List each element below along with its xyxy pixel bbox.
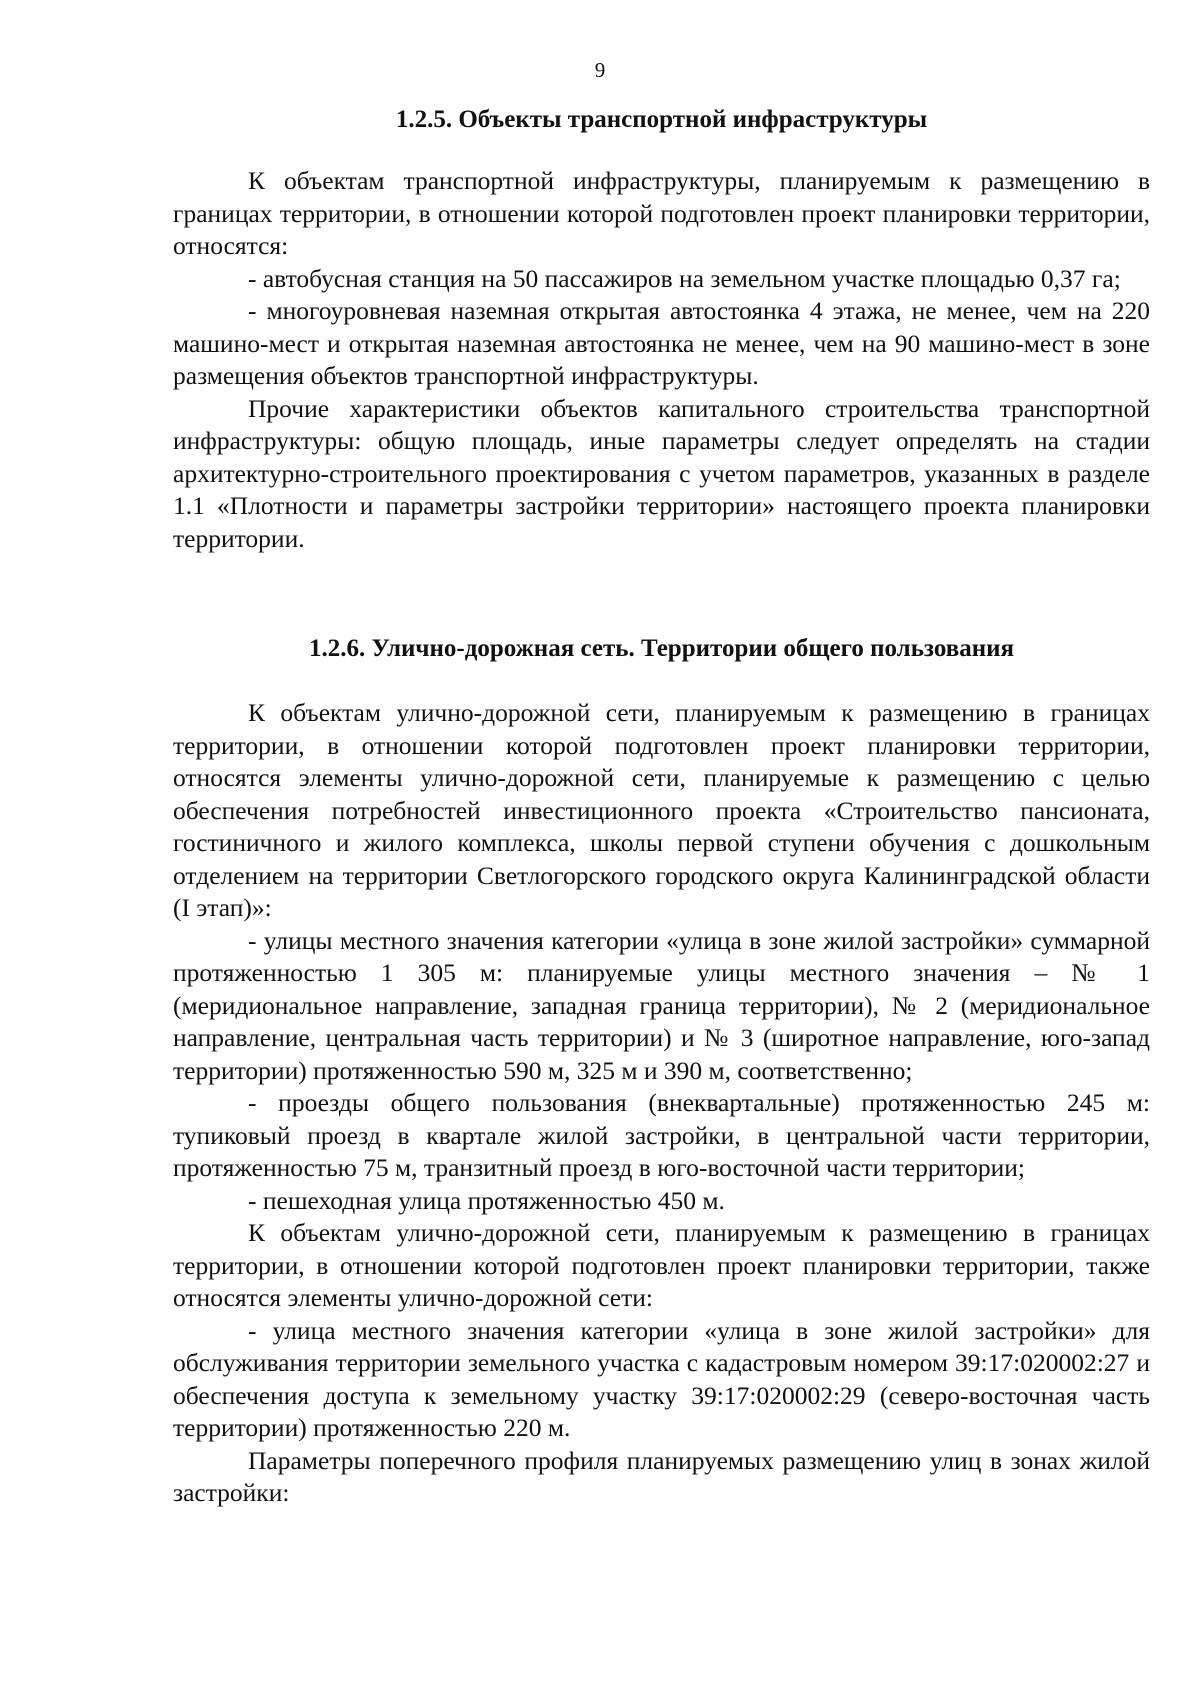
list-item: - пешеходная улица протяженностью 450 м. — [248, 1185, 725, 1215]
paragraph: Параметры поперечного профиля планируемых размещению улиц в зонах жилой застройки: — [173, 1445, 1150, 1507]
section-heading-1-2-5: 1.2.5. Объекты транспортной инфраструктуры — [395, 106, 928, 133]
paragraph: К объектам улично-дорожной сети, планируемым к размещению в границах территории, в отношении которой подготовлен проект планировки территории, относятся элементы улично-дорожной сети, планируемые к размещению с целью обеспечения потребностей инвестиционного проекта «Строительство пансионата, гостиничного и жилого комплекса, школы первой ступени обучения с дошкольным отделением на территории Светлогорского городского округа Калининградской области (I этап)»: — [173, 698, 1150, 922]
list-item: - автобусная станция на 50 пассажиров на земельном участке площадью 0,37 га; — [248, 263, 1121, 293]
paragraph: Прочие характеристики объектов капитального строительства транспортной инфраструктуры: общую площадь, иные параметры следует определять на стадии архитектурно-строительного проектирования с учетом параметров, указанных в разделе 1.1 «Плотности и параметры застройки территории» настоящего проекта планировки территории. — [173, 393, 1150, 553]
section-heading-1-2-6: 1.2.6. Улично-дорожная сеть. Территории общего пользования — [308, 635, 1015, 662]
page-number: 9 — [594, 58, 606, 82]
list-item: - улицы местного значения категории «улица в зоне жилой застройки» суммарной протяженностью 1 305 м: планируемые улицы местного значения – № 1 (меридиональное направление, западная граница территории), № 2 (меридиональное направление, центральная часть территории) и № 3 (широтное направление, юго-запад территории) протяженностью 590 м, 325 м и 390 м, соответственно; — [173, 925, 1150, 1085]
list-item: - многоуровневая наземная открытая автостоянка 4 этажа, не менее, чем на 220 машино-мест и открытая наземная автостоянка не менее, чем на 90 машино-мест в зоне размещения объектов транспортной инфраструктуры. — [173, 296, 1150, 390]
section-body-1-2-5 — [173, 165, 1150, 555]
paragraph: К объектам транспортной инфраструктуры, планируемым к размещению в границах территории, в отношении которой подготовлен проект планировки территории, относятся: — [173, 166, 1150, 260]
paragraph: К объектам улично-дорожной сети, планируемым к размещению в границах территории, в отношении которой подготовлен проект планировки территории, также относятся элементы улично-дорожной сети: — [173, 1218, 1150, 1312]
section-body-1-2-6 — [173, 697, 1150, 1510]
list-item: - проезды общего пользования (внеквартальные) протяженностью 245 м: тупиковый проезд в квартале жилой застройки, в центральной части территории, протяженностью 75 м, транзитный проезд в юго-восточной части территории; — [173, 1088, 1150, 1182]
list-item: - улица местного значения категории «улица в зоне жилой застройки» для обслуживания территории земельного участка с кадастровым номером 39:17:020002:27 и обеспечения доступа к земельному участку 39:17:020002:29 (северо-восточная часть территории) протяженностью 220 м. — [173, 1315, 1150, 1442]
